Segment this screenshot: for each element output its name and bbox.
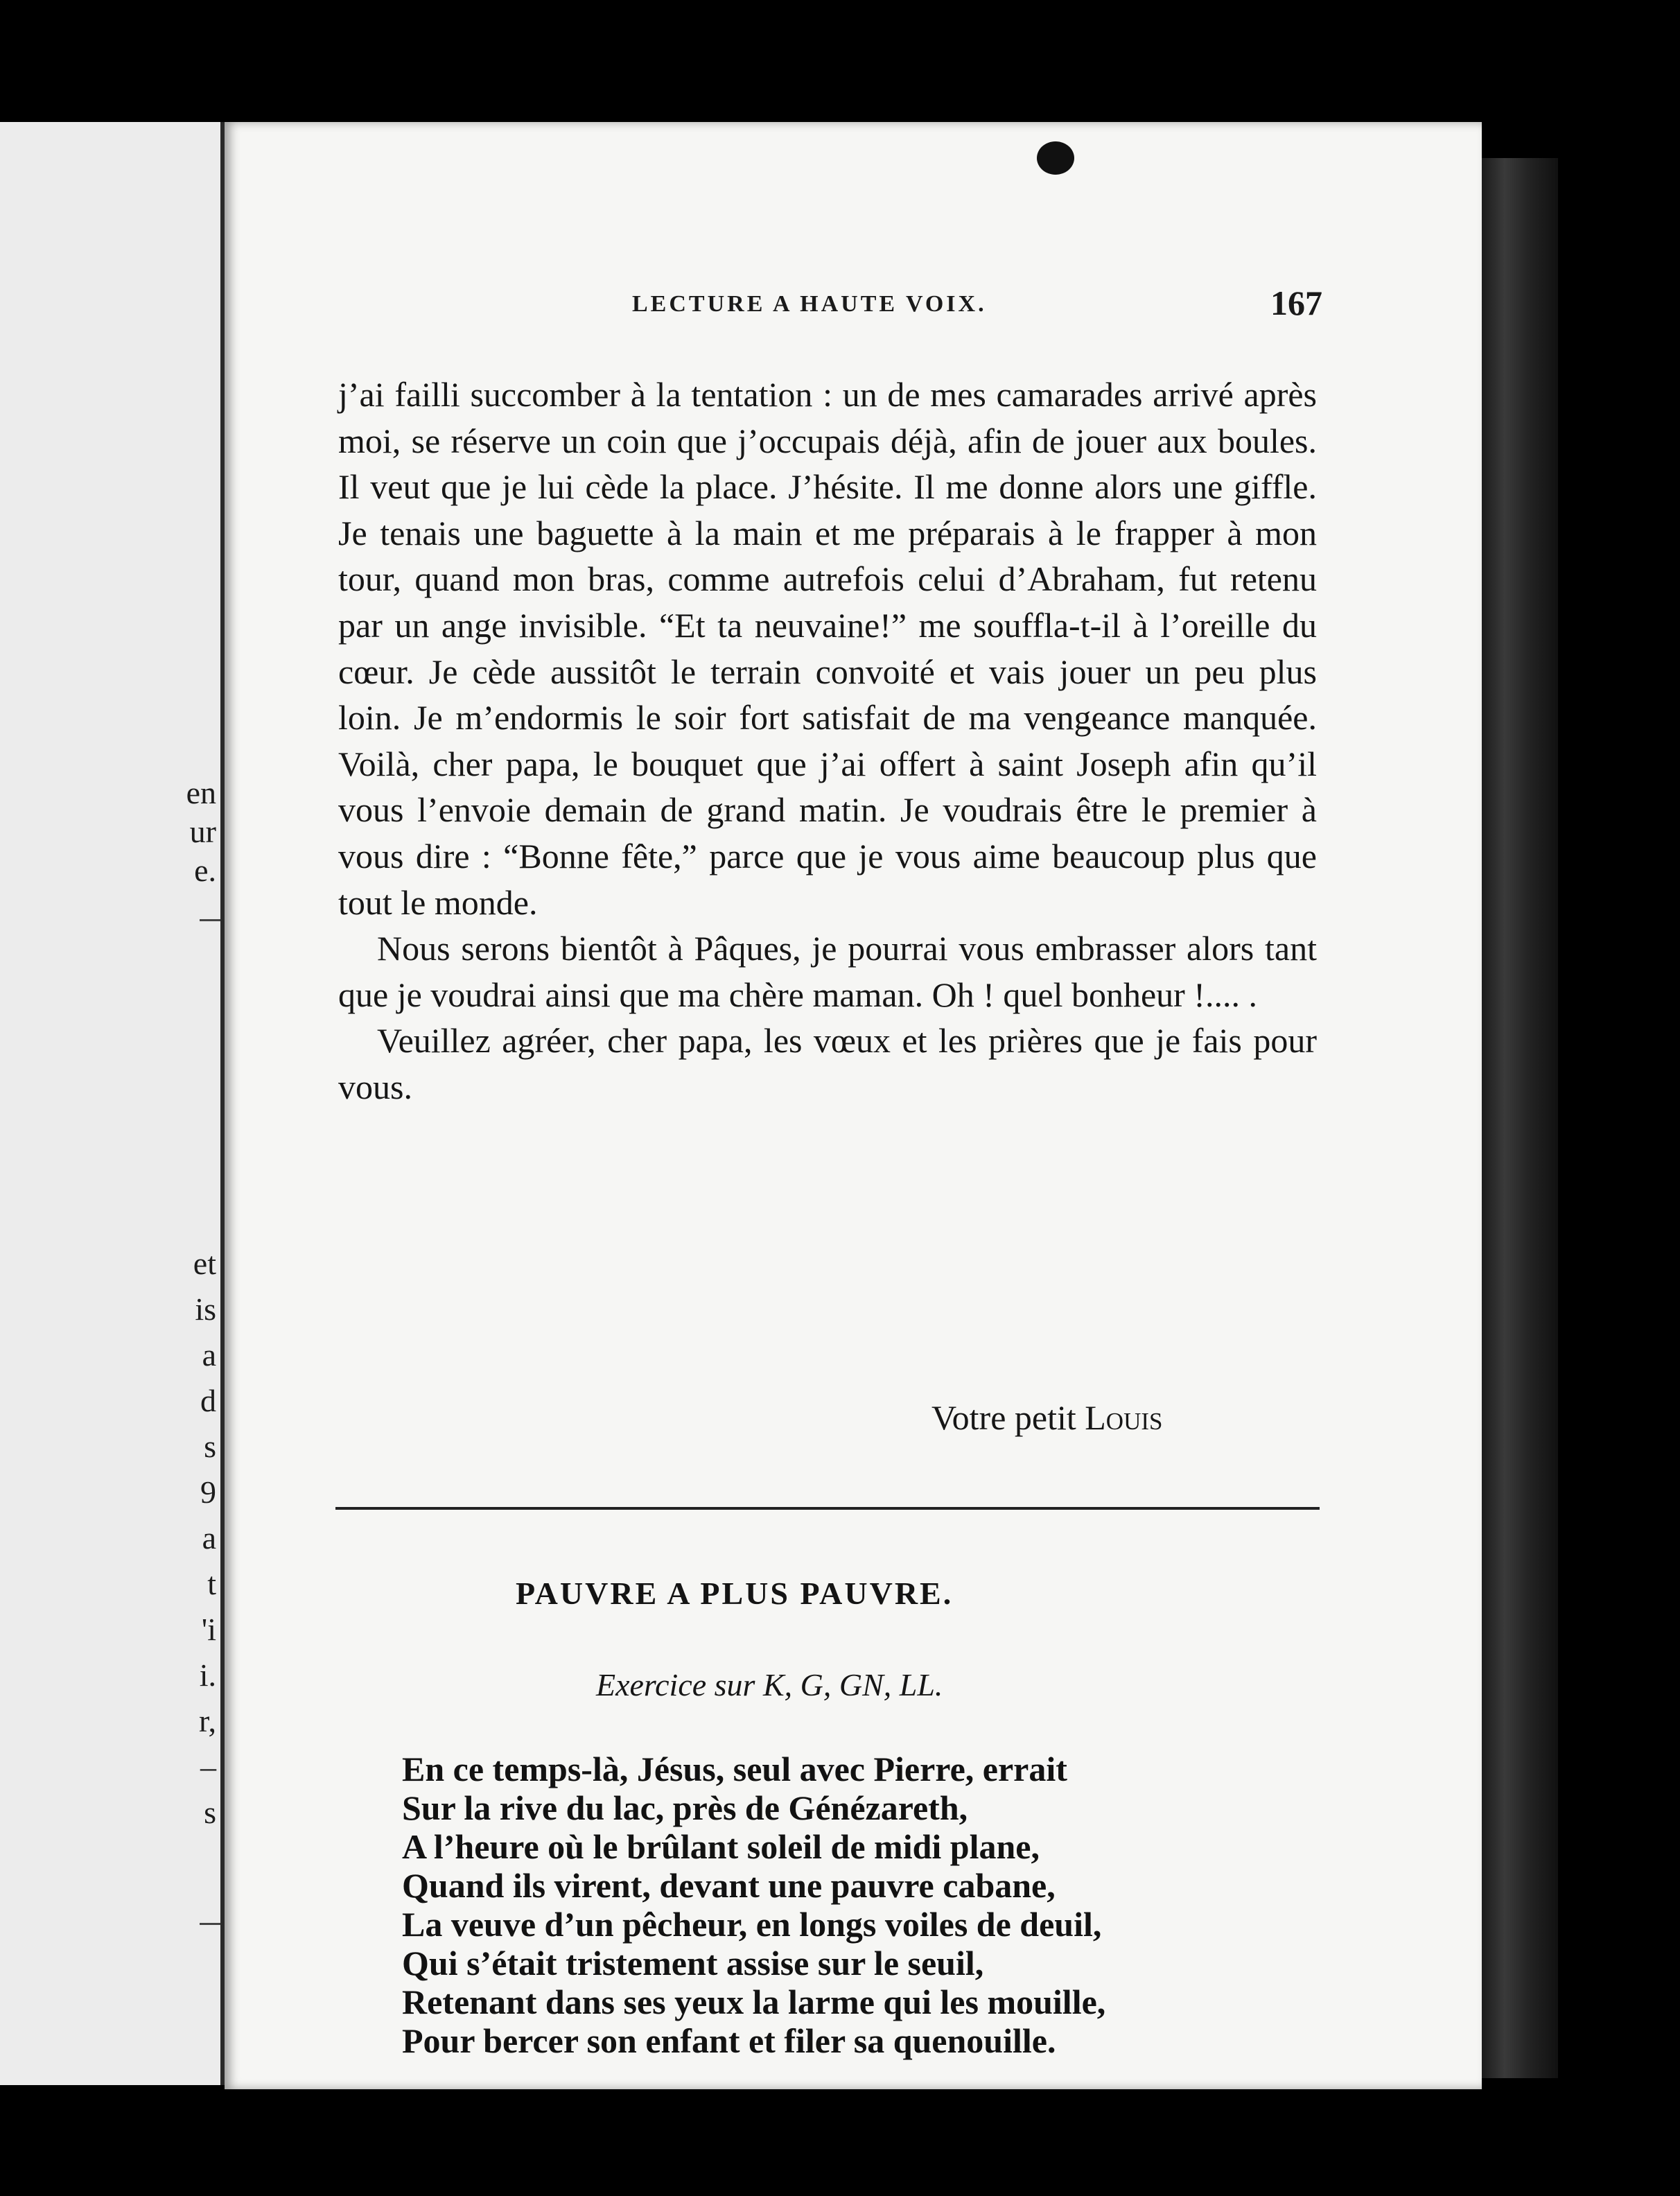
left-rule xyxy=(200,1923,220,1925)
left-fragment: 'i xyxy=(201,1612,216,1647)
book-page xyxy=(225,122,1482,2089)
exercise-subtitle: Exercice sur K, G, GN, LL. xyxy=(596,1667,943,1702)
left-fragment: ur xyxy=(189,814,216,849)
left-edge-text-bottom xyxy=(193,1241,216,1836)
left-fragment: s xyxy=(204,1795,216,1830)
left-fragment: e. xyxy=(194,853,216,888)
left-fragment: s xyxy=(204,1429,216,1464)
paragraph: Nous serons bientôt à Pâques, je pourrai vous embrasser alors tant que je voudrai ainsi que ma chère maman. Oh ! quel bonheur !.... . xyxy=(338,929,1317,1014)
left-fragment: d xyxy=(200,1383,216,1418)
left-page-fragment xyxy=(0,122,225,2085)
poem-line: A l’heure où le brûlant soleil de midi plane, xyxy=(402,1827,1040,1866)
left-fragment: t xyxy=(207,1566,216,1601)
section-divider xyxy=(335,1507,1320,1510)
left-fragment: 9 xyxy=(200,1474,216,1510)
paragraph: j’ai failli succomber à la tentation : un de mes camarades arrivé après moi, se réserve un coin que j’occupais déjà, afin de jouer aux boules. Il veut que je lui cède la place. J’hésite. Il me donne alors une giffle. Je tenais une baguette à la main et me préparais à le frapper à mon tour, quand mon bras, comme autrefois celui d’Abraham, fut retenu par un ange invisible. “Et ta neuvaine!” me souffla-t-il à l’oreille du cœur. Je cède aussitôt le terrain convoité et vais jouer un peu plus loin. Je m’endormis le soir fort satisfait de ma vengeance manquée. Voilà, cher papa, le bouquet que j’ai offert à saint Joseph afin qu’il vous l’envoie demain de grand matin. Je voudrais être le premier à vous dire : “Bonne fête,” parce que je vous aime beaucoup plus que tout le monde. xyxy=(338,375,1317,922)
running-head: LECTURE A HAUTE VOIX. xyxy=(632,291,987,317)
left-fragment: a xyxy=(202,1520,216,1556)
ink-blot xyxy=(1037,141,1074,175)
left-fragment: i. xyxy=(199,1657,216,1693)
poem-line: Quand ils virent, devant une pauvre cabane, xyxy=(402,1866,1056,1905)
poem xyxy=(402,1750,1105,2060)
left-rule xyxy=(200,919,220,921)
left-fragment: a xyxy=(202,1337,216,1372)
poem-title: PAUVRE A PLUS PAUVRE. xyxy=(516,1576,954,1611)
left-fragment: en xyxy=(186,775,216,810)
poem-line: Pour bercer son enfant et filer sa quenouille. xyxy=(402,2021,1056,2060)
left-edge-text-top xyxy=(186,774,216,890)
poem-line: Retenant dans ses yeux la larme qui les mouille, xyxy=(402,1983,1106,2021)
book-edge xyxy=(1482,158,1558,2078)
left-fragment: – xyxy=(200,1749,216,1784)
letter-body xyxy=(338,372,1317,1110)
left-fragment: et xyxy=(193,1246,216,1281)
poem-line: La veuve d’un pêcheur, en longs voiles de deuil, xyxy=(402,1905,1102,1944)
signature-name: Louis xyxy=(1085,1398,1163,1437)
left-fragment: is xyxy=(195,1291,216,1327)
poem-line: Qui s’était tristement assise sur le seuil, xyxy=(402,1944,984,1983)
left-fragment: r, xyxy=(199,1703,216,1739)
signature-prefix: Votre petit xyxy=(931,1398,1085,1437)
page-number: 167 xyxy=(1270,284,1322,322)
poem-line: Sur la rive du lac, près de Génézareth, xyxy=(402,1788,968,1827)
signature xyxy=(931,1397,1162,1438)
paragraph: Veuillez agréer, cher papa, les vœux et les prières que je fais pour vous. xyxy=(338,1021,1317,1106)
poem-line: En ce temps-là, Jésus, seul avec Pierre, errait xyxy=(402,1750,1067,1788)
